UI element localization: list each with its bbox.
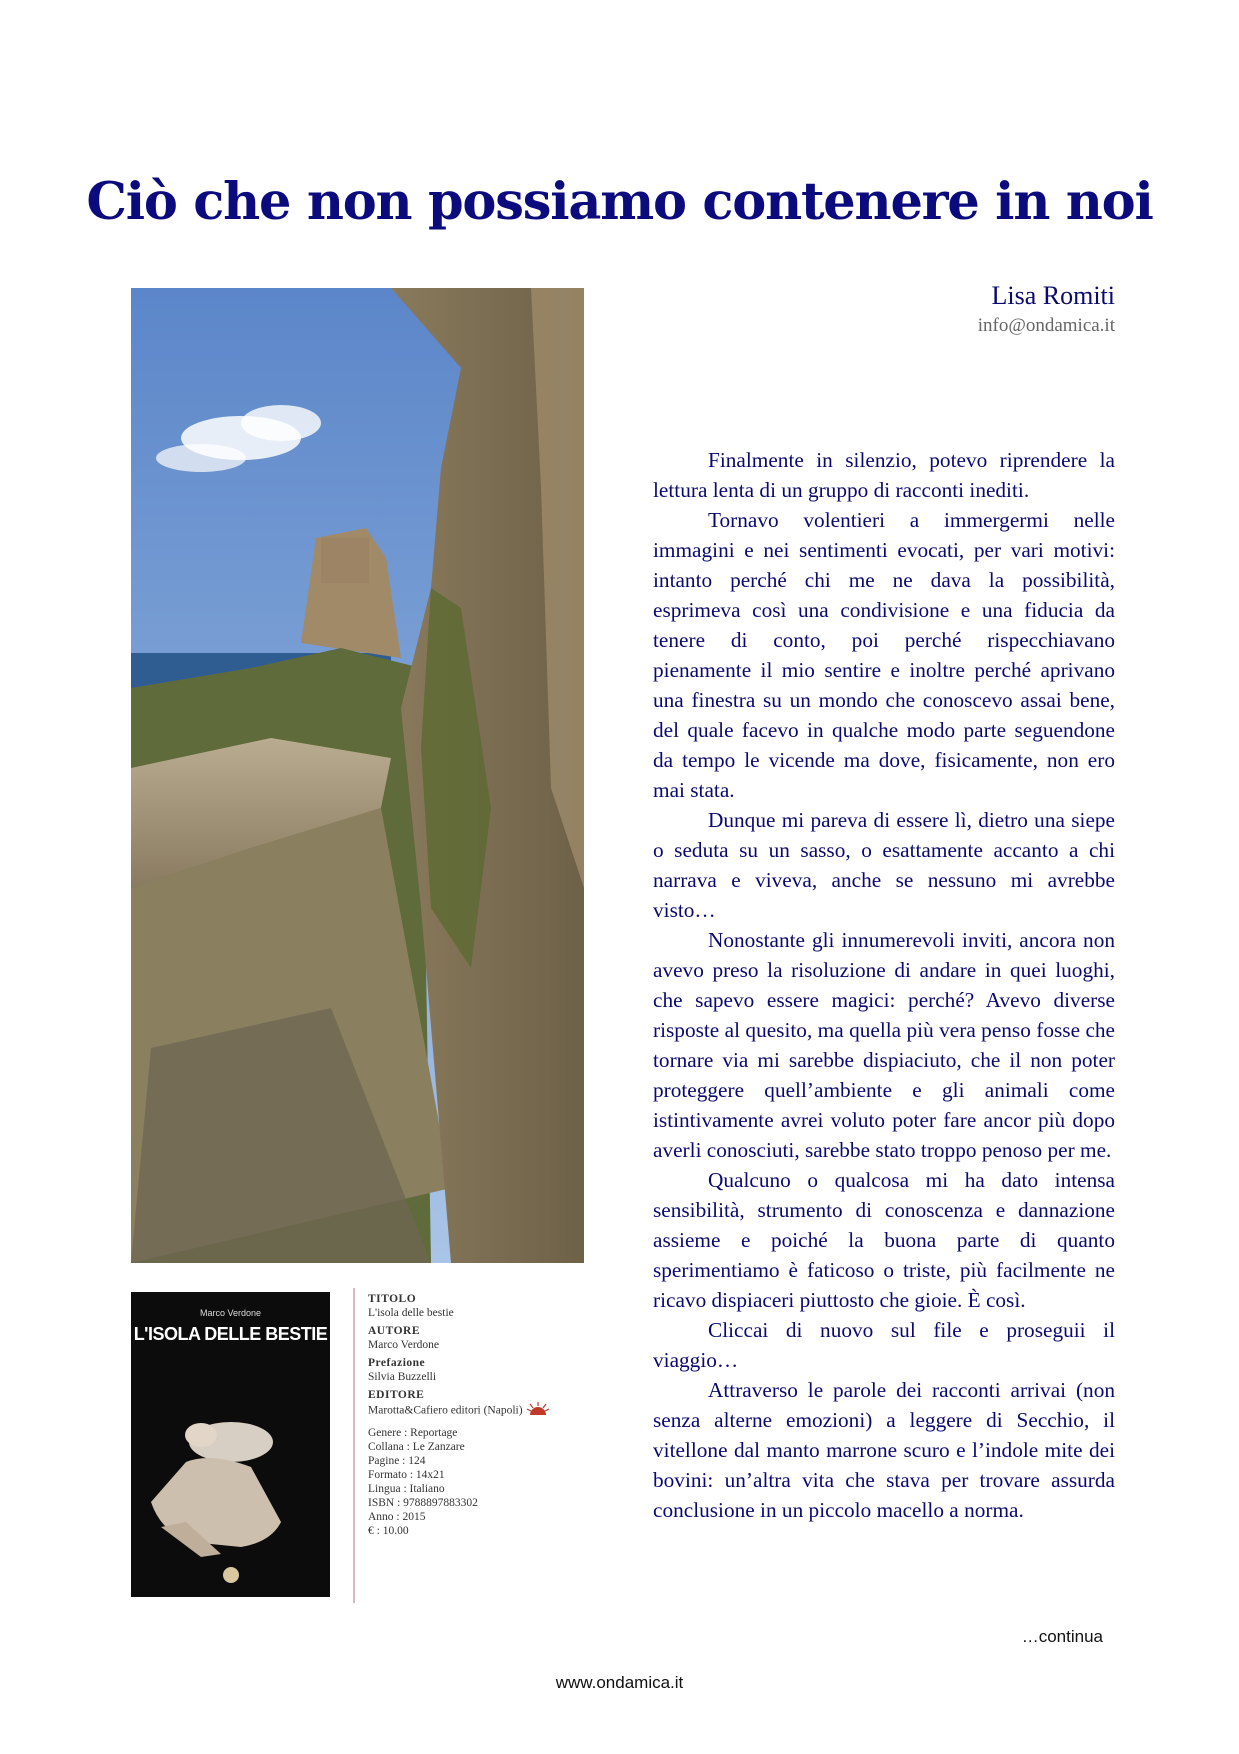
paragraph: Tornavo volentieri a immergermi nelle immagini e nei sentimenti evocati, per vari motivi: intanto perché chi me ne dava la possibilità, esprimeva così una condivisione e una fiducia da tenere di conto, poi perché rispecchiavano pienamente il mio sentire e inoltre perché aprivano una finestra su un mondo che conoscevo assai bene, del quale facevo in qualche modo parte seguendone da tempo le vicende ma dove, fisicamente, non ero mai stata.	[653, 508, 1115, 802]
detail-pagine: Pagine : 124	[368, 1455, 426, 1467]
titolo-value: L'isola delle bestie	[368, 1307, 454, 1319]
paragraph: Cliccai di nuovo sul file e proseguii il viaggio…	[653, 1318, 1115, 1372]
cover-author: Marco Verdone	[199, 1308, 262, 1318]
cover-figure-illustration	[131, 1292, 330, 1597]
author-email: info@ondamica.it	[977, 315, 1115, 336]
article-title: Ciò che non possiamo contenere in noi	[86, 172, 1153, 232]
detail-formato: Formato : 14x21	[368, 1469, 445, 1481]
footer-site: www.ondamica.it	[555, 1673, 684, 1692]
editore-label: EDITORE	[368, 1389, 425, 1401]
detail-collana: Collana : Le Zanzare	[368, 1441, 465, 1453]
editore-value: Marotta&Cafiero editori (Napoli)	[368, 1404, 523, 1417]
detail-anno: Anno : 2015	[368, 1511, 426, 1523]
detail-genere: Genere : Reportage	[368, 1427, 458, 1439]
publisher-logo-icon	[223, 1567, 239, 1583]
landscape-illustration	[131, 288, 584, 1263]
article-body	[653, 445, 1115, 1525]
autore-value: Marco Verdone	[368, 1339, 439, 1351]
titolo-label: TITOLO	[368, 1293, 417, 1305]
detail-prezzo: € : 10.00	[368, 1525, 409, 1537]
paragraph: Qualcuno o qualcosa mi ha dato intensa sensibilità, strumento di conoscenza e dannazione assieme e poiché la buona parte di quanto sperimentiamo è faticoso o triste, più facilmente ne ricavo dispiaceri piuttosto che gioie. È così.	[653, 1168, 1115, 1312]
detail-lingua: Lingua : Italiano	[368, 1483, 445, 1495]
paragraph: Nonostante gli innumerevoli inviti, ancora non avevo preso la risoluzione di andare in quei luoghi, che sapevo essere magici: perché? Avevo diverse risposte al quesito, ma quella più vera penso fosse che tornare via mi sarebbe dispiaciuto, che il non poter proteggere quell’ambiente e gli animali come istintivamente avrei voluto poter fare ancor più dopo averli conosciuti, sarebbe stato troppo penoso per me.	[653, 928, 1115, 1162]
paragraph: Dunque mi pareva di essere lì, dietro una siepe o seduta su un sasso, o esattamente accanto a chi narrava e viveva, anche se nessuno mi avrebbe visto…	[653, 808, 1115, 922]
book-cover	[131, 1292, 330, 1597]
book-details	[353, 1288, 618, 1603]
author-name: Lisa Romiti	[991, 281, 1115, 310]
photo-watermark: www.ondamica.it	[559, 1511, 702, 1532]
cover-title: L'ISOLA DELLE BESTIE	[133, 1324, 328, 1344]
publisher-sun-icon	[527, 1402, 549, 1420]
prefazione-value: Silvia Buzzelli	[368, 1371, 437, 1383]
continue-link[interactable]: …continua	[1021, 1627, 1103, 1646]
paragraph: Finalmente in silenzio, potevo riprendere la lettura lenta di un gruppo di racconti inediti.	[653, 448, 1115, 502]
prefazione-label: Prefazione	[368, 1357, 426, 1369]
editore-row	[368, 1402, 618, 1420]
autore-label: AUTORE	[368, 1325, 420, 1337]
paragraph: Attraverso le parole dei racconti arrivai (non senza alterne emozioni) a leggere di Secchio, il vitellone dal manto marrone scuro e l’indole mite dei bovini: un’altra vita che stava per trovare assurda conclusione in un piccolo macello a norma.	[653, 1378, 1115, 1522]
detail-isbn: ISBN : 9788897883302	[368, 1497, 478, 1509]
